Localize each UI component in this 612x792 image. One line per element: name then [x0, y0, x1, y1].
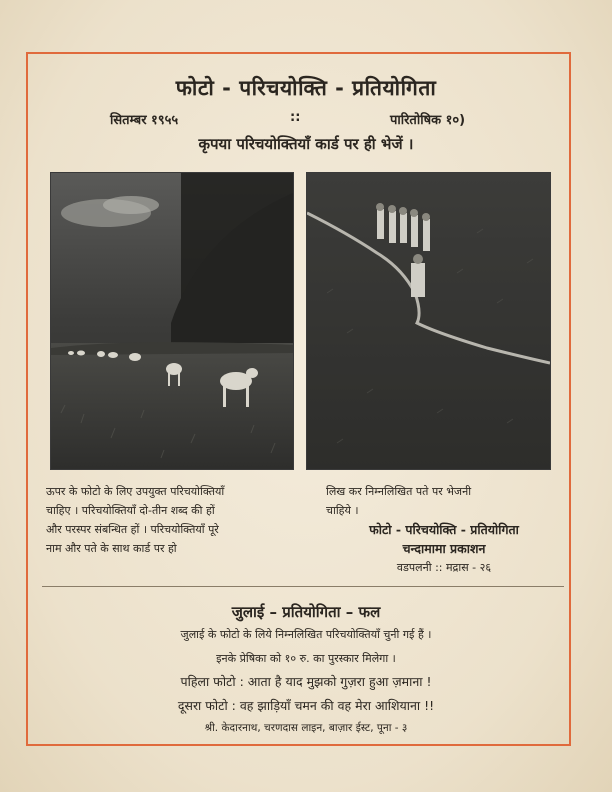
- meta-separator: ::: [290, 110, 301, 125]
- instruction-line: ऊपर के फोटो के लिए उपयुक्त परिचयोक्तियाँ: [46, 485, 225, 498]
- first-photo-caption: पहिला फोटो : आता है याद मुझको गुज़रा हुआ ज़माना !: [180, 674, 432, 689]
- results-intro: जुलाई के फोटो के लिये निम्नलिखित परिचयोक्तियाँ चुनी गई हैं ।: [180, 628, 432, 641]
- address-contest-name: फोटो - परिचयोक्ति - प्रतियोगिता: [369, 522, 519, 537]
- address-city: वडपलनी :: मद्रास - २६: [396, 561, 492, 574]
- instruction-line: और परस्पर संबन्धित हों । परिचयोक्तियाँ पूरे: [46, 523, 219, 536]
- results-prize-note: इनके प्रेषिका को १० रु. का पुरस्कार मिलेगा ।: [216, 652, 396, 665]
- winner-address: श्री. केदारनाथ, चरणदास लाइन, बाज़ार ईस्ट, पूना - ३: [204, 722, 408, 734]
- address-intro: लिख कर निम्नलिखित पते पर भेजनी: [326, 485, 472, 498]
- instruction-line: नाम और पते के साथ कार्ड पर हो: [46, 542, 177, 555]
- results-title: जुलाई – प्रतियोगिता – फल: [231, 603, 381, 621]
- entry-instructions: [46, 482, 286, 558]
- section-divider: [42, 586, 564, 587]
- submission-instruction: कृपया परिचयोक्तियाँ कार्ड पर ही भेजें ।: [198, 135, 414, 153]
- prize-amount: पारितोषिक १०): [390, 113, 466, 128]
- issue-month: सितम्बर १९५५: [110, 113, 179, 128]
- instruction-line: चाहिए । परिचयोक्तियाँ दो-तीन शब्द की हों: [46, 504, 215, 517]
- address-publisher: चन्दामामा प्रकाशन: [402, 541, 486, 556]
- mailing-address-block: [326, 482, 562, 577]
- cows-in-field-photo: [50, 172, 294, 470]
- second-photo-caption: दूसरा फोटो : वह झाड़ियाँ चमन की वह मेरा आशियाना !!: [177, 698, 435, 713]
- address-intro-end: चाहिये ।: [326, 504, 359, 517]
- people-on-hill-path-photo: [306, 172, 551, 470]
- page-title: फोटो - परिचयोक्ति - प्रतियोगिता: [175, 76, 437, 100]
